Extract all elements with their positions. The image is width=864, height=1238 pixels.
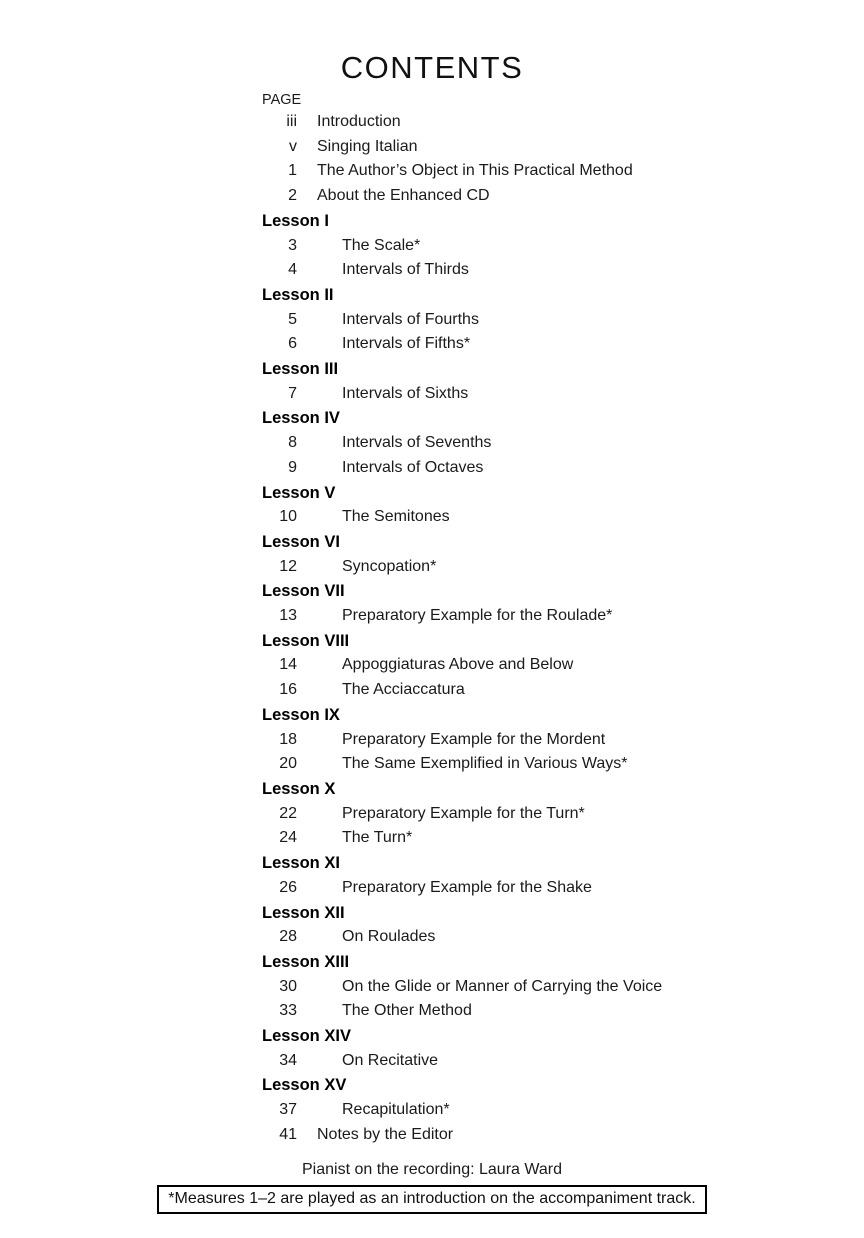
lesson-heading: Lesson I <box>262 211 329 230</box>
toc-entry-page-number: 37 <box>279 1101 297 1119</box>
toc-entry <box>0 999 864 1024</box>
lesson-heading: Lesson II <box>262 285 334 304</box>
pianist-credit: Pianist on the recording: Laura Ward <box>302 1160 562 1178</box>
lesson-heading: Lesson VIII <box>262 631 350 650</box>
toc-entry <box>0 555 864 580</box>
toc-entry-page-number: 8 <box>288 434 297 452</box>
lesson-heading: Lesson X <box>262 779 336 798</box>
toc-entry-title: Intervals of Sixths <box>342 384 469 402</box>
toc-entry-page-number: 34 <box>279 1051 297 1069</box>
toc-entry-title: Intervals of Sevenths <box>342 434 492 452</box>
toc-entry-page-number: 6 <box>288 335 297 353</box>
toc-entry-title: The Author’s Object in This Practical Method <box>317 162 633 180</box>
toc-entry-page-number: 33 <box>279 1002 297 1020</box>
lesson-heading: Lesson XII <box>262 903 345 922</box>
toc-entry-title: Preparatory Example for the Shake <box>342 878 592 896</box>
lesson-heading: Lesson XI <box>262 854 340 873</box>
toc-entry-title: On the Glide or Manner of Carrying the Voice <box>342 977 663 995</box>
toc-entry-page-number: 14 <box>279 656 297 674</box>
toc-entry-title: Intervals of Fifths* <box>342 335 471 353</box>
toc-entry-title: Intervals of Fourths <box>342 310 479 328</box>
toc-entry-page-number: 2 <box>288 187 297 205</box>
toc-entry-title: Syncopation* <box>342 557 437 575</box>
lesson-heading: Lesson VII <box>262 582 345 601</box>
toc-entry-title: On Recitative <box>342 1051 439 1069</box>
lesson-heading: Lesson III <box>262 360 339 379</box>
toc-entry <box>0 234 864 259</box>
toc-entry-title: About the Enhanced CD <box>317 187 490 205</box>
toc-entry-title: Singing Italian <box>317 137 418 155</box>
toc-entry-page-number: 4 <box>288 261 297 279</box>
toc-entry-title: Preparatory Example for the Turn* <box>342 804 585 822</box>
lesson-heading: Lesson V <box>262 483 336 502</box>
toc-entry-title: Introduction <box>317 113 401 130</box>
toc-entry-title: Preparatory Example for the Mordent <box>342 730 606 748</box>
lesson-heading: Lesson XIV <box>262 1027 351 1046</box>
toc-entry-page-number: 9 <box>288 458 297 476</box>
lesson-heading: Lesson XV <box>262 1076 347 1095</box>
toc-entry-page-number: 28 <box>279 928 297 946</box>
toc-entry-title: Appoggiaturas Above and Below <box>342 656 574 674</box>
toc-entry-title: Intervals of Thirds <box>342 261 469 279</box>
page-title: CONTENTS <box>340 50 524 85</box>
toc-entry-page-number: 41 <box>279 1125 297 1143</box>
toc-entry-title: Intervals of Octaves <box>342 458 484 476</box>
toc-entry <box>0 975 864 1000</box>
toc-entry-page-number: 22 <box>279 804 297 822</box>
toc-entry-title: The Other Method <box>342 1002 472 1020</box>
toc-entry-title: The Same Exemplified in Various Ways* <box>342 755 628 773</box>
toc-entry <box>0 653 864 678</box>
toc-entry-page-number: 26 <box>279 878 297 896</box>
toc-entry-page-number: 3 <box>288 236 297 254</box>
toc-entry <box>0 604 864 629</box>
toc-entry <box>0 258 864 283</box>
lesson-heading: Lesson IX <box>262 705 340 724</box>
toc-entry <box>0 826 864 851</box>
toc-entry-page-number: 30 <box>279 977 297 995</box>
toc-entry <box>0 382 864 407</box>
toc-entry <box>0 505 864 530</box>
toc-entry-title: Notes by the Editor <box>317 1125 454 1143</box>
toc-entry <box>0 135 864 160</box>
toc-entry <box>0 110 864 135</box>
toc-entry-page-number: 20 <box>279 755 297 773</box>
toc-entry-page-number: 12 <box>279 557 297 575</box>
toc-entry <box>0 752 864 777</box>
toc-entry <box>0 159 864 184</box>
toc-entry <box>0 876 864 901</box>
toc-entry-page-number: 5 <box>288 310 297 328</box>
lesson-heading: Lesson XIII <box>262 952 350 971</box>
toc-entry <box>0 308 864 333</box>
toc-entry <box>0 1123 864 1148</box>
toc-entry-title: The Turn* <box>342 829 413 847</box>
lesson-heading: Lesson VI <box>262 532 340 551</box>
toc-entry-title: Recapitulation* <box>342 1101 450 1119</box>
toc-entry-title: The Acciaccatura <box>342 681 465 699</box>
toc-entry-title: The Semitones <box>342 508 450 526</box>
lesson-heading: Lesson IV <box>262 409 340 428</box>
toc-entry <box>0 332 864 357</box>
toc-entry-page-number: 18 <box>279 730 297 748</box>
toc-entries <box>0 110 864 1148</box>
footnote-wrap <box>0 1185 864 1214</box>
toc-entry-page-number: 13 <box>279 607 297 625</box>
toc-entry-page-number: 1 <box>288 162 297 180</box>
toc-entry-page-number: 7 <box>288 384 297 402</box>
footnote-box: *Measures 1–2 are played as an introduction on the accompaniment track. <box>157 1185 706 1214</box>
page-column-label: PAGE <box>262 92 302 108</box>
toc-entry <box>0 728 864 753</box>
toc-entry-page-number: v <box>289 137 297 155</box>
toc-entry-title: Preparatory Example for the Roulade* <box>342 607 613 625</box>
toc-entry-title: On Roulades <box>342 928 436 946</box>
toc-entry <box>0 431 864 456</box>
toc-entry <box>0 925 864 950</box>
toc-entry-page-number: iii <box>286 113 297 130</box>
toc-entry <box>0 456 864 481</box>
toc-entry-title: The Scale* <box>342 236 421 254</box>
toc-entry-page-number: 16 <box>279 681 297 699</box>
toc-entry <box>0 1098 864 1123</box>
toc-entry <box>0 678 864 703</box>
toc-entry <box>0 1049 864 1074</box>
toc-entry-page-number: 24 <box>279 829 297 847</box>
toc-entry <box>0 802 864 827</box>
toc-entry-page-number: 10 <box>279 508 297 526</box>
toc-entry <box>0 184 864 209</box>
